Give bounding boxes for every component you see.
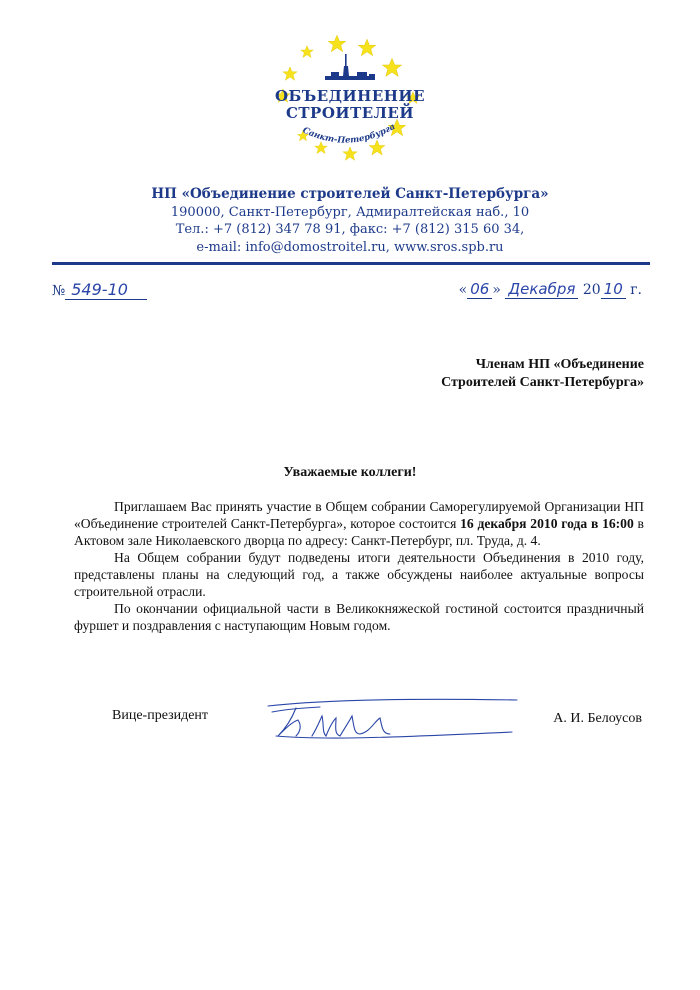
date-year-suffix: 10 — [601, 280, 626, 299]
organization-phones: Тел.: +7 (812) 347 78 91, факс: +7 (812) 315 60 34, — [175, 222, 525, 237]
organization-name: НП «Объединение строителей Санкт-Петербурга» — [151, 186, 549, 202]
logo-title-line1: ОБЪЕДИНЕНИЕ — [274, 87, 426, 105]
date-open-quote: « — [458, 282, 468, 298]
logo-arc-text: Санкт-Петербурга — [300, 121, 398, 146]
date-year-unit: г. — [630, 282, 642, 298]
date-month: Декабря — [505, 280, 578, 299]
header-divider — [52, 262, 650, 265]
date-close-quote: » — [492, 282, 501, 298]
paragraph-invitation-location: в Актовом зале Николаевского дворца по адресу: Санкт-Петербург, пл. Труда, д. 4. — [74, 516, 644, 548]
registration-number — [52, 280, 147, 300]
letterhead — [100, 186, 600, 256]
addressee-line2: Строителей Санкт-Петербурга» — [441, 375, 644, 390]
organization-logo — [265, 30, 435, 170]
registration-date — [459, 280, 642, 299]
date-day: 06 — [467, 280, 492, 299]
paragraph-reception: По окончании официальной части в Великокняжеской гостиной состоится праздничный фуршет и поздравления с наступающим Новым годом. — [74, 601, 644, 633]
organization-address: 190000, Санкт-Петербург, Адмиралтейская наб., 10 — [170, 204, 530, 220]
addressee — [384, 356, 644, 392]
paragraph-invitation — [74, 498, 644, 549]
meeting-datetime: 16 декабря 2010 года в 16:00 — [460, 516, 634, 531]
paragraph-invitation-text: Приглашаем Вас принять участие в Общем собрании Саморегулируемой Организации НП «Объединение строителей Санкт-Петербурга», которое состоится — [74, 499, 644, 531]
registration-number-value: 549-10 — [65, 280, 147, 300]
organization-contacts: e-mail: info@domostroitel.ru, www.sros.spb.ru — [196, 239, 504, 255]
paragraph-agenda: На Общем собрании будут подведены итоги деятельности Объединения в 2010 году, представлены планы на следующий год, а также обсуждены наиболее актуальные вопросы строительной отрасли. — [74, 550, 644, 599]
signatory-name: А. И. Белоусов — [553, 711, 642, 726]
letter-body — [74, 498, 644, 634]
spire-silhouette-icon — [325, 54, 375, 80]
handwritten-signature — [262, 692, 522, 752]
date-year-prefix: 20 — [582, 282, 601, 298]
addressee-line1: Членам НП «Объединение — [475, 357, 644, 372]
logo-title-line2: СТРОИТЕЛЕЙ — [285, 104, 415, 122]
greeting: Уважаемые коллеги! — [283, 465, 417, 480]
signatory-title: Вице-президент — [112, 708, 209, 723]
number-sign: № — [52, 283, 66, 299]
